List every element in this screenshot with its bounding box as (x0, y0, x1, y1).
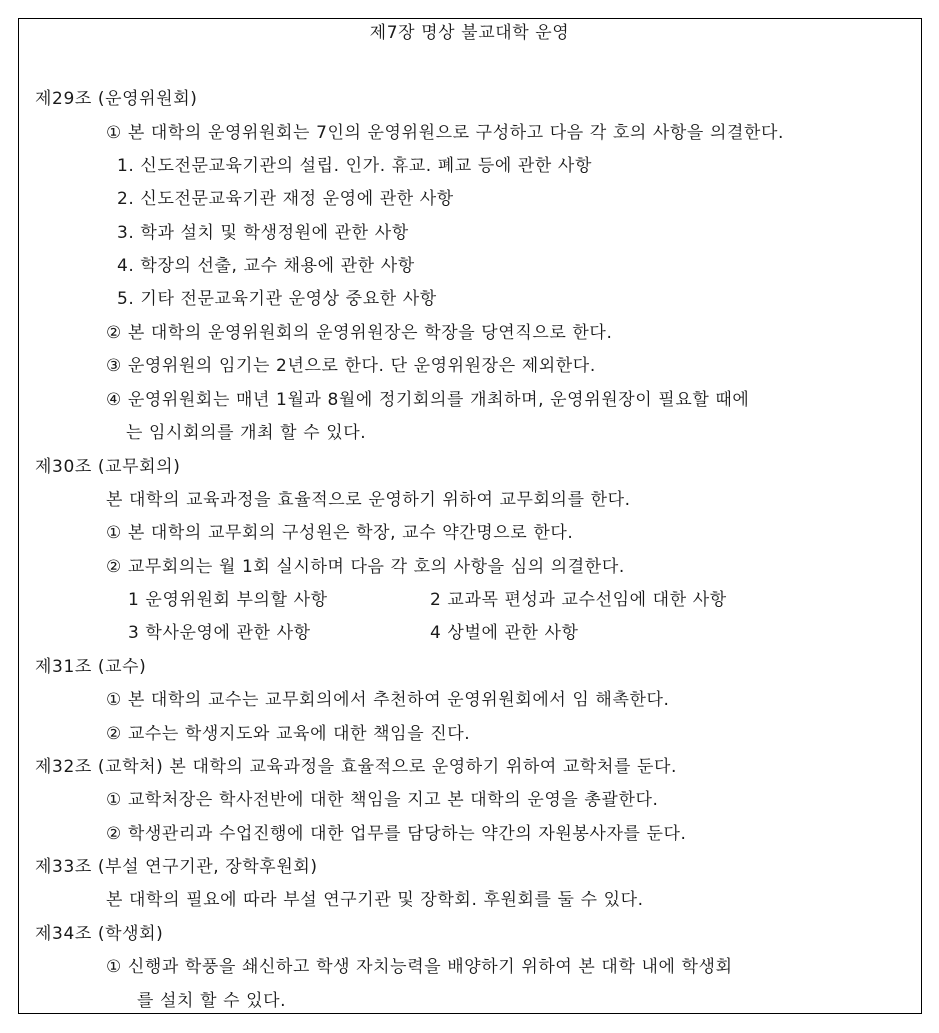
article-32-paragraph-2: ② 학생관리과 수업진행에 대한 업무를 담당하는 약간의 자원봉사자를 둔다. (106, 824, 687, 844)
article-34-paragraph-1: ① 신행과 학풍을 쇄신하고 학생 자치능력을 배양하기 위하여 본 대학 내에 학생회 (106, 957, 733, 977)
article-30-item-2: 2 교과목 편성과 교수선임에 대한 사항 (430, 590, 727, 610)
article-33-intro: 본 대학의 필요에 따라 부설 연구기관 및 장학회. 후원회를 둘 수 있다. (106, 890, 644, 910)
article-30-heading: 제30조 (교무회의) (35, 457, 181, 477)
article-32-heading: 제32조 (교학처) 본 대학의 교육과정을 효율적으로 운영하기 위하여 교학처를 둔다. (35, 757, 678, 777)
article-29-item-5: 5. 기타 전문교육기관 운영상 중요한 사항 (117, 289, 437, 309)
article-29-paragraph-1: ① 본 대학의 운영위원회는 7인의 운영위원으로 구성하고 다음 각 호의 사항을 의결한다. (106, 123, 785, 143)
article-30-item-4: 4 상벌에 관한 사항 (430, 623, 579, 643)
article-29-paragraph-2: ② 본 대학의 운영위원회의 운영위원장은 학장을 당연직으로 한다. (106, 323, 613, 343)
article-34-paragraph-1-continued: 를 설치 할 수 있다. (137, 991, 287, 1011)
article-30-paragraph-1: ① 본 대학의 교무회의 구성원은 학장, 교수 약간명으로 한다. (106, 523, 574, 543)
article-29-paragraph-4: ④ 운영위원회는 매년 1월과 8월에 정기회의를 개최하며, 운영위원장이 필요할 때에 (106, 390, 750, 410)
article-32-paragraph-1: ① 교학처장은 학사전반에 대한 책임을 지고 본 대학의 운영을 총괄한다. (106, 790, 659, 810)
chapter-title: 제7장 명상 불교대학 운영 (369, 23, 570, 43)
article-31-paragraph-2: ② 교수는 학생지도와 교육에 대한 책임을 진다. (106, 724, 471, 744)
article-30-paragraph-2: ② 교무회의는 월 1회 실시하며 다음 각 호의 사항을 심의 의결한다. (106, 557, 625, 577)
article-30-item-3: 3 학사운영에 관한 사항 (128, 623, 311, 643)
article-29-paragraph-4-continued: 는 임시회의를 개최 할 수 있다. (126, 423, 367, 443)
article-29-paragraph-3: ③ 운영위원의 임기는 2년으로 한다. 단 운영위원장은 제외한다. (106, 356, 596, 376)
article-29-item-2: 2. 신도전문교육기관 재정 운영에 관한 사항 (117, 189, 454, 209)
article-31-heading: 제31조 (교수) (35, 657, 147, 677)
article-33-heading: 제33조 (부설 연구기관, 장학후원회) (35, 857, 318, 877)
article-29-item-1: 1. 신도전문교육기관의 설립. 인가. 휴교. 폐교 등에 관한 사항 (117, 156, 592, 176)
article-34-heading: 제34조 (학생회) (35, 924, 164, 944)
article-30-item-1: 1 운영위원회 부의할 사항 (128, 590, 328, 610)
article-29-item-4: 4. 학장의 선출, 교수 채용에 관한 사항 (117, 256, 415, 276)
article-29-item-3: 3. 학과 설치 및 학생정원에 관한 사항 (117, 223, 409, 243)
article-30-intro: 본 대학의 교육과정을 효율적으로 운영하기 위하여 교무회의를 한다. (106, 490, 631, 510)
article-31-paragraph-1: ① 본 대학의 교수는 교무회의에서 추천하여 운영위원회에서 임 해촉한다. (106, 690, 670, 710)
article-29-heading: 제29조 (운영위원회) (35, 89, 198, 109)
